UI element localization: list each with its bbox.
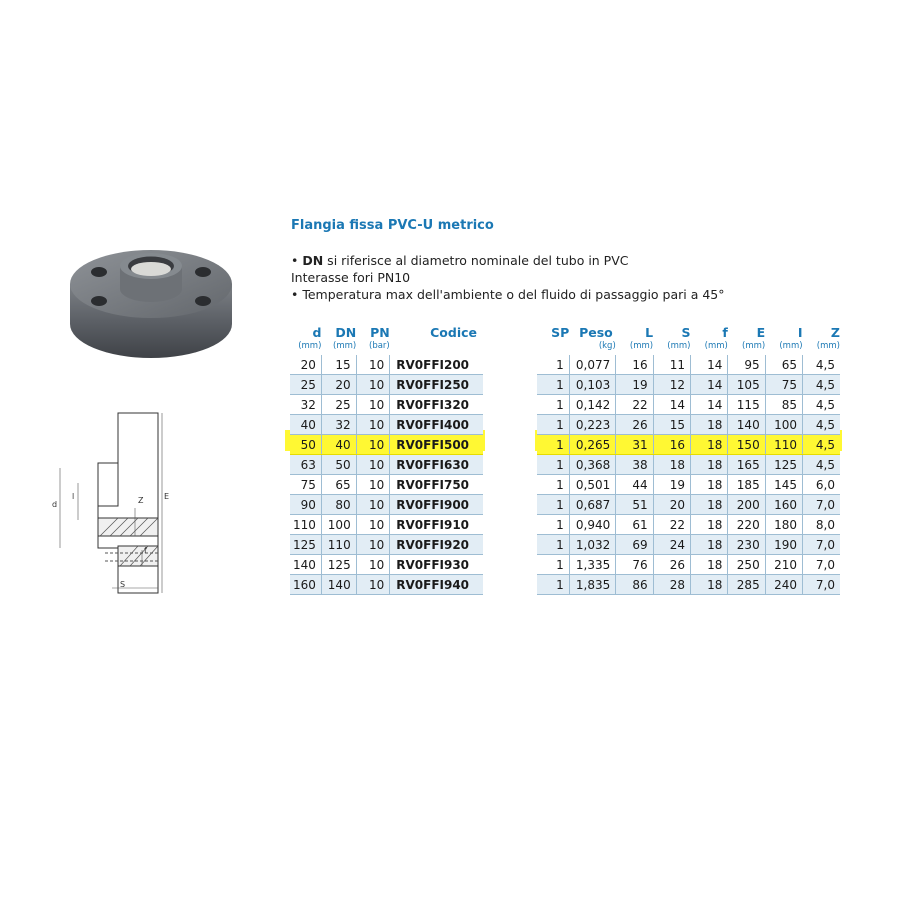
table-cell: RV0FFI900	[390, 495, 483, 515]
table-cell: 230	[728, 535, 765, 555]
table-cell: 61	[616, 515, 653, 535]
table-cell: 18	[690, 515, 727, 535]
unit-e: (mm)	[742, 341, 766, 351]
table-cell: 100	[321, 515, 356, 535]
col-header-l: L	[645, 324, 654, 340]
table-cell: 15	[653, 415, 690, 435]
table-cell: 11	[653, 355, 690, 375]
table-cell: RV0FFI400	[390, 415, 483, 435]
dimensions-table-right	[537, 323, 840, 595]
table-cell: 14	[690, 355, 727, 375]
unit-pn: (bar)	[369, 341, 390, 351]
table-cell: 38	[616, 455, 653, 475]
table-cell: RV0FFI320	[390, 395, 483, 415]
note-1: • DN si riferisce al diametro nominale del tubo in PVC	[291, 253, 629, 268]
table-cell: 32	[321, 415, 356, 435]
table-cell: 40	[321, 435, 356, 455]
table-cell: 110	[290, 515, 321, 535]
table-cell: 1	[537, 515, 569, 535]
table-cell: 75	[765, 375, 802, 395]
table-cell: 18	[690, 415, 727, 435]
table-cell: 4,5	[803, 395, 840, 415]
table-cell: RV0FFI200	[390, 355, 483, 375]
table-cell: 125	[290, 535, 321, 555]
table-cell: 7,0	[803, 495, 840, 515]
table-cell: 6,0	[803, 475, 840, 495]
table-cell: 85	[765, 395, 802, 415]
table-cell: 210	[765, 555, 802, 575]
units-row	[290, 341, 483, 355]
table-cell: 10	[356, 455, 390, 475]
table-cell: 1	[537, 575, 569, 595]
table-cell: 20	[653, 495, 690, 515]
unit-codice	[390, 341, 483, 355]
table-row	[290, 455, 483, 475]
table-cell: 10	[356, 575, 390, 595]
table-cell: 80	[321, 495, 356, 515]
table-cell: 15	[321, 355, 356, 375]
table-row	[290, 495, 483, 515]
table-cell: 200	[728, 495, 765, 515]
table-cell: 1	[537, 415, 569, 435]
table-cell: 0,223	[569, 415, 615, 435]
table-cell: 69	[616, 535, 653, 555]
table-cell: 18	[690, 495, 727, 515]
table-cell: 140	[290, 555, 321, 575]
table-row	[537, 375, 840, 395]
table-cell: RV0FFI500	[390, 435, 483, 455]
table-cell: 190	[765, 535, 802, 555]
table-cell: 19	[616, 375, 653, 395]
table-cell: 63	[290, 455, 321, 475]
table-cell: 24	[653, 535, 690, 555]
col-header-e: E	[756, 324, 766, 340]
note-2: • Temperatura max dell'ambiente o del fluido di passaggio pari a 45°	[291, 287, 725, 302]
table-cell: 18	[690, 535, 727, 555]
table-cell: 0,103	[569, 375, 615, 395]
table-cell: 4,5	[803, 415, 840, 435]
table-cell: 0,265	[569, 435, 615, 455]
table-cell: 160	[765, 495, 802, 515]
note-2-text: Temperatura max dell'ambiente o del fluido di passaggio pari a 45°	[302, 287, 725, 302]
table-cell: 18	[653, 455, 690, 475]
table-cell: 25	[321, 395, 356, 415]
table-cell: 180	[765, 515, 802, 535]
table-cell: 22	[616, 395, 653, 415]
table-cell: 165	[728, 455, 765, 475]
table-cell: 31	[616, 435, 653, 455]
table-cell: 100	[765, 415, 802, 435]
dim-label-z: Z	[138, 496, 144, 505]
table-cell: 140	[728, 415, 765, 435]
table-cell: 1	[537, 555, 569, 575]
table-cell: 1	[537, 435, 569, 455]
col-header-i: I	[797, 324, 803, 340]
table-cell: 14	[690, 375, 727, 395]
table-cell: 32	[290, 395, 321, 415]
table-cell: 110	[765, 435, 802, 455]
table-cell: 86	[616, 575, 653, 595]
note-1-line2: Interasse fori PN10	[291, 270, 411, 285]
flange-cross-section-drawing	[50, 408, 180, 598]
unit-f: (mm)	[704, 341, 728, 351]
col-header-pn: PN	[370, 324, 390, 340]
table-cell: 22	[653, 515, 690, 535]
table-cell: 110	[321, 535, 356, 555]
table-row	[537, 555, 840, 575]
table-cell: 10	[356, 415, 390, 435]
table-cell: 14	[653, 395, 690, 415]
table-cell: 90	[290, 495, 321, 515]
flange-photo	[66, 244, 236, 364]
table-cell: 0,142	[569, 395, 615, 415]
unit-i: (mm)	[779, 341, 803, 351]
product-notes	[291, 252, 725, 303]
table-cell: 18	[690, 455, 727, 475]
table-cell: 1	[537, 495, 569, 515]
unit-s: (mm)	[667, 341, 691, 351]
table-cell: 26	[653, 555, 690, 575]
table-row	[537, 395, 840, 415]
table-cell: 0,501	[569, 475, 615, 495]
dim-label-s: S	[120, 580, 126, 589]
table-cell: 0,368	[569, 455, 615, 475]
table-cell: 65	[765, 355, 802, 375]
table-cell: 1,335	[569, 555, 615, 575]
unit-peso: (kg)	[598, 341, 616, 351]
table-cell: 50	[321, 455, 356, 475]
table-row	[290, 395, 483, 415]
table-row	[537, 435, 840, 455]
table-cell: 4,5	[803, 375, 840, 395]
table-cell: 8,0	[803, 515, 840, 535]
table-cell: 4,5	[803, 355, 840, 375]
unit-l: (mm)	[629, 341, 654, 351]
col-header-d: d	[312, 324, 322, 340]
table-cell: 105	[728, 375, 765, 395]
unit-dn: (mm)	[333, 341, 357, 351]
header-row	[290, 323, 483, 341]
table-cell: 250	[728, 555, 765, 575]
table-cell: 7,0	[803, 535, 840, 555]
table-cell: 16	[616, 355, 653, 375]
col-header-codice: Codice	[430, 324, 477, 340]
table-cell: 1,032	[569, 535, 615, 555]
table-row	[290, 415, 483, 435]
table-cell: 14	[690, 395, 727, 415]
table-cell: 28	[653, 575, 690, 595]
table-cell: 18	[690, 575, 727, 595]
note-1-bold: DN	[302, 253, 324, 268]
table-cell: 95	[728, 355, 765, 375]
table-cell: 10	[356, 515, 390, 535]
table-cell: 0,940	[569, 515, 615, 535]
table-cell: 0,077	[569, 355, 615, 375]
table-row	[537, 535, 840, 555]
table-row	[290, 555, 483, 575]
col-header-sp: SP	[551, 324, 570, 340]
table-row	[290, 435, 483, 455]
table-cell: 10	[356, 535, 390, 555]
table-cell: 4,5	[803, 435, 840, 455]
dim-label-e: E	[164, 492, 170, 501]
table-cell: 140	[321, 575, 356, 595]
table-cell: 18	[690, 555, 727, 575]
table-cell: 125	[321, 555, 356, 575]
table-row	[537, 495, 840, 515]
table-cell: 285	[728, 575, 765, 595]
table-cell: 1	[537, 375, 569, 395]
table-cell: 18	[690, 435, 727, 455]
col-header-z: Z	[830, 324, 840, 340]
table-cell: 20	[290, 355, 321, 375]
table-cell: 1	[537, 455, 569, 475]
table-cell: 16	[653, 435, 690, 455]
table-row	[537, 355, 840, 375]
table-cell: 10	[356, 375, 390, 395]
table-cell: 160	[290, 575, 321, 595]
table-cell: 18	[690, 475, 727, 495]
table-cell: RV0FFI750	[390, 475, 483, 495]
table-row	[290, 355, 483, 375]
table-cell: 1,835	[569, 575, 615, 595]
table-cell: RV0FFI940	[390, 575, 483, 595]
table-row	[537, 575, 840, 595]
table-cell: 40	[290, 415, 321, 435]
unit-z: (mm)	[816, 341, 840, 351]
table-cell: 1	[537, 475, 569, 495]
table-cell: 10	[356, 475, 390, 495]
table-row	[290, 515, 483, 535]
table-cell: 240	[765, 575, 802, 595]
dim-label-d: d	[52, 500, 58, 509]
table-cell: 65	[321, 475, 356, 495]
col-header-s: S	[681, 324, 691, 340]
table-row	[537, 515, 840, 535]
table-cell: 4,5	[803, 455, 840, 475]
table-cell: 7,0	[803, 555, 840, 575]
table-cell: 76	[616, 555, 653, 575]
dim-label-l: l	[72, 492, 75, 501]
dimensions-table-left	[290, 323, 483, 595]
table-cell: 10	[356, 555, 390, 575]
table-cell: RV0FFI920	[390, 535, 483, 555]
table-cell: RV0FFI630	[390, 455, 483, 475]
table-cell: RV0FFI930	[390, 555, 483, 575]
table-cell: 10	[356, 395, 390, 415]
table-cell: 10	[356, 355, 390, 375]
right-table-body	[537, 355, 840, 595]
units-row	[537, 341, 840, 355]
table-cell: 26	[616, 415, 653, 435]
table-cell: 1	[537, 535, 569, 555]
table-cell: 20	[321, 375, 356, 395]
table-cell: 220	[728, 515, 765, 535]
table-row	[537, 455, 840, 475]
unit-sp	[537, 341, 569, 355]
header-row	[537, 323, 840, 341]
unit-d: (mm)	[298, 341, 322, 351]
col-header-dn: DN	[335, 324, 357, 340]
table-row	[290, 535, 483, 555]
table-cell: 185	[728, 475, 765, 495]
table-row	[290, 375, 483, 395]
table-cell: 1	[537, 395, 569, 415]
note-1-text: si riferisce al diametro nominale del tubo in PVC	[323, 253, 629, 268]
table-cell: 19	[653, 475, 690, 495]
table-cell: 44	[616, 475, 653, 495]
table-cell: 7,0	[803, 575, 840, 595]
table-cell: 75	[290, 475, 321, 495]
table-cell: 115	[728, 395, 765, 415]
table-cell: 0,687	[569, 495, 615, 515]
table-row	[290, 575, 483, 595]
table-row	[290, 475, 483, 495]
left-table-body	[290, 355, 483, 595]
table-cell: 1	[537, 355, 569, 375]
table-cell: 145	[765, 475, 802, 495]
table-cell: 150	[728, 435, 765, 455]
table-cell: 125	[765, 455, 802, 475]
table-cell: 51	[616, 495, 653, 515]
table-cell: 10	[356, 435, 390, 455]
table-cell: 25	[290, 375, 321, 395]
table-row	[537, 475, 840, 495]
col-header-f: f	[722, 324, 728, 340]
table-cell: RV0FFI250	[390, 375, 483, 395]
col-header-peso: Peso	[579, 324, 613, 340]
table-row	[537, 415, 840, 435]
dim-label-f: f	[144, 546, 147, 555]
table-cell: 12	[653, 375, 690, 395]
table-cell: 10	[356, 495, 390, 515]
table-cell: 50	[290, 435, 321, 455]
table-cell: RV0FFI910	[390, 515, 483, 535]
product-title: Flangia fissa PVC-U metrico	[291, 218, 494, 233]
